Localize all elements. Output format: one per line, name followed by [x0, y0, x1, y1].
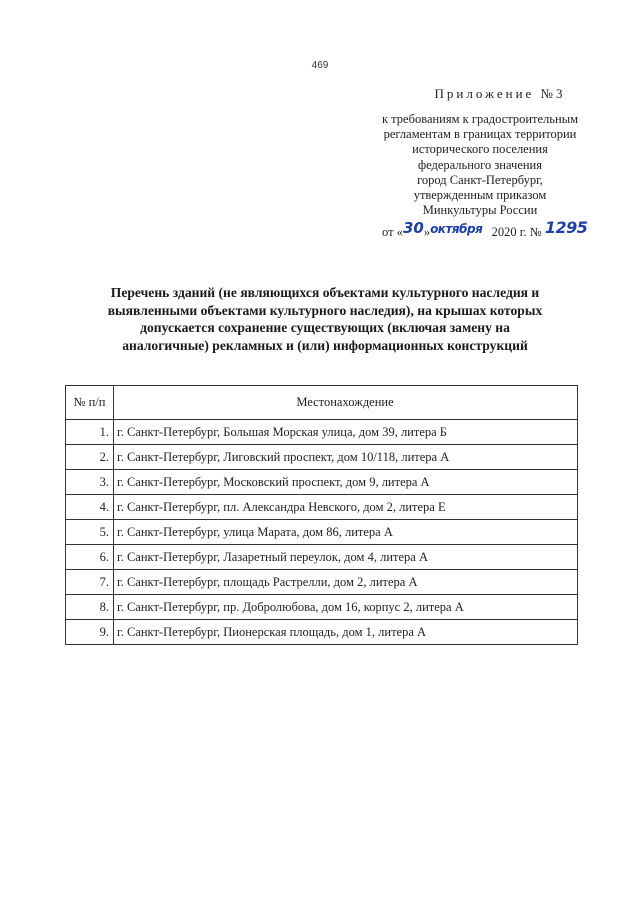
row-number: 8.: [66, 595, 114, 620]
row-number: 9.: [66, 620, 114, 645]
table-row: [66, 620, 578, 645]
buildings-table: [65, 385, 578, 645]
row-location: г. Санкт-Петербург, пр. Добролюбова, дом 16, корпус 2, литера А: [114, 595, 578, 620]
table-row: [66, 595, 578, 620]
appendix-line: утвержденным приказом: [413, 188, 547, 203]
appendix-line: Минкультуры России: [422, 203, 538, 218]
row-number: 1.: [66, 420, 114, 445]
handwritten-month: октября: [430, 222, 483, 236]
row-number: 6.: [66, 545, 114, 570]
handwritten-order-number: 1295: [544, 218, 588, 237]
page-number: 469: [311, 60, 329, 71]
appendix-line: к требованиям к градостроительным: [381, 112, 578, 126]
document-heading: [70, 284, 580, 354]
heading-line: выявленными объектами культурного наследия), на крышах которых: [107, 302, 543, 318]
row-number: 4.: [66, 495, 114, 520]
column-header-location: Местонахождение: [114, 386, 578, 420]
table-row: [66, 545, 578, 570]
row-number: 7.: [66, 570, 114, 595]
heading-line: аналогичные) рекламных и (или) информационных конструкций: [122, 337, 528, 353]
order-quote-close: »: [423, 225, 431, 239]
table-row: [66, 570, 578, 595]
row-location: г. Санкт-Петербург, улица Марата, дом 86, литера А: [114, 520, 578, 545]
column-header-number: № п/п: [66, 386, 114, 420]
appendix-line: федерального значения: [417, 157, 542, 172]
heading-line: Перечень зданий (не являющихся объектами культурного наследия и: [110, 285, 540, 300]
heading-line: допускается сохранение существующих (включая замену на: [140, 320, 510, 335]
appendix-title: Приложение №3: [434, 86, 566, 101]
row-location: г. Санкт-Петербург, пл. Александра Невского, дом 2, литера Е: [114, 495, 578, 520]
row-number: 3.: [66, 470, 114, 495]
row-number: 2.: [66, 445, 114, 470]
table-row: [66, 445, 578, 470]
row-location: г. Санкт-Петербург, Московский проспект, дом 9, литера А: [114, 470, 578, 495]
row-number: 5.: [66, 520, 114, 545]
order-date-line: [382, 218, 612, 240]
table-row: [66, 470, 578, 495]
handwritten-day: 30: [402, 219, 424, 237]
appendix-text: [360, 112, 600, 218]
table-row: [66, 520, 578, 545]
appendix-line: исторического поселения: [412, 142, 548, 157]
row-location: г. Санкт-Петербург, Лазаретный переулок, дом 4, литера А: [114, 545, 578, 570]
row-location: г. Санкт-Петербург, Лиговский проспект, дом 10/118, литера А: [114, 445, 578, 470]
appendix-line: регламентам в границах территории: [383, 127, 577, 142]
table-row: [66, 495, 578, 520]
appendix-line: город Санкт-Петербург,: [417, 172, 543, 187]
row-location: г. Санкт-Петербург, Пионерская площадь, дом 1, литера А: [114, 620, 578, 645]
row-location: г. Санкт-Петербург, площадь Растрелли, дом 2, литера А: [114, 570, 578, 595]
table-header-row: [66, 386, 578, 420]
order-year-text: 2020 г. №: [491, 225, 542, 239]
order-prefix: от «: [382, 225, 403, 239]
table-row: [66, 420, 578, 445]
row-location: г. Санкт-Петербург, Большая Морская улица, дом 39, литера Б: [114, 420, 578, 445]
